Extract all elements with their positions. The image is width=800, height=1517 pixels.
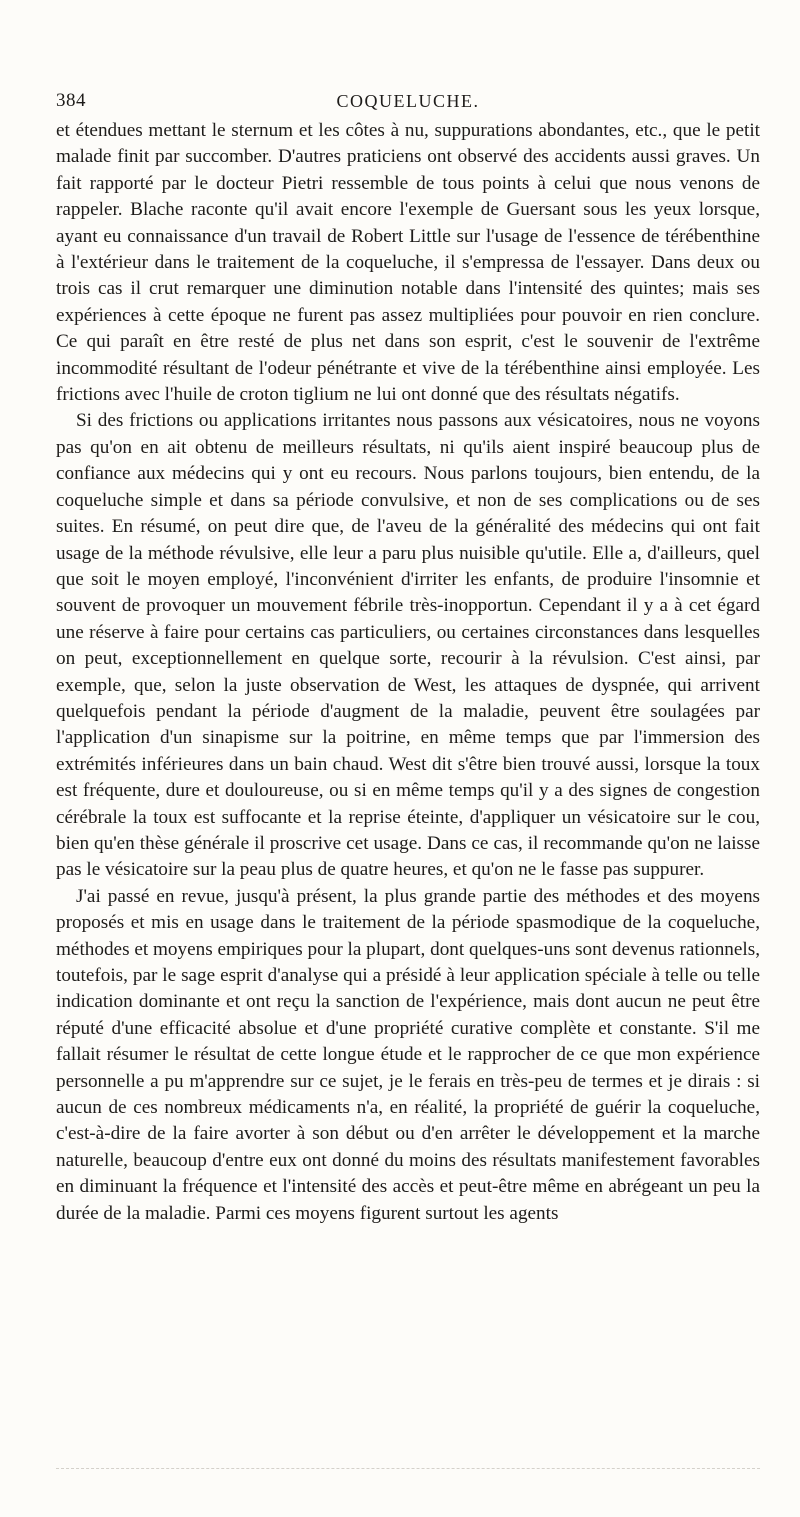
running-title: COQUELUCHE. (336, 91, 480, 111)
page-number: 384 (56, 90, 86, 111)
paragraph-vesicatoires: Si des frictions ou applications irritantes nous passons aux vésicatoires, nous ne voyons pas qu'on en ait obtenu de meilleurs résultats, ni qu'ils aient inspiré beaucoup plus de confiance aux médecins qui y ont eu recours. Nous parlons toujours, bien entendu, de la coqueluche simple et dans sa période convulsive, et non de ses complications ou de ses suites. En résumé, on peut dire que, de l'aveu de la généralité des médecins qui ont fait usage de la méthode révulsive, elle leur a paru plus nuisible qu'utile. Elle a, d'ailleurs, quel que soit le moyen employé, l'inconvénient d'irriter les enfants, de produire l'insomnie et souvent de provoquer un mouvement fébrile très-inopportun. Cependant il y a à cet égard une réserve à faire pour certains cas particuliers, ou certaines circonstances dans lesquelles on peut, exceptionnellement en quelque sorte, recourir à la révulsion. C'est ainsi, par exemple, que, selon la juste observation de West, les attaques de dyspnée, qui arrivent quelquefois pendant la période d'augment de la maladie, peuvent être soulagées par l'application d'un sinapisme sur la poitrine, en même temps que par l'immersion des extrémités inférieures dans un bain chaud. West dit s'être bien trouvé aussi, lorsque la toux est fréquente, dure et douloureuse, ou si en même temps qu'il y a des signes de congestion cérébrale la toux est suffocante et la reprise éteinte, d'appliquer un vésicatoire sur le cou, bien qu'en thèse générale il proscrive cet usage. Dans ce cas, il recommande qu'on ne laisse pas le vésicatoire sur la peau plus de quatre heures, et qu'on ne le fasse pas suppurer. (56, 410, 760, 881)
paragraph-continued: et étendues mettant le sternum et les côtes à nu, suppurations abondantes, etc., que le petit malade finit par succomber. D'autres praticiens ont observé des accidents aussi graves. Un fait rapporté par le docteur Pietri ressemble de tous points à celui que nous venons de rappeler. Blache raconte qu'il avait encore l'exemple de Guersant sous les yeux lorsque, ayant eu connaissance d'un travail de Robert Little sur l'usage de l'essence de térébenthine à l'extérieur dans le traitement de la coqueluche, il s'empressa de l'essayer. Dans deux ou trois cas il crut remarquer une diminution notable dans l'intensité des quintes; mais ses expériences à cette époque ne furent pas assez multipliées pour pouvoir en rien conclure. Ce qui paraît en être resté de plus net dans son esprit, c'est le souvenir de l'extrême incommodité résultant de l'odeur pénétrante et vive de la térébenthine ainsi employée. Les frictions avec l'huile de croton tiglium ne lui ont donné que des résultats négatifs. (56, 120, 760, 406)
page-header (56, 84, 760, 118)
body-text (56, 118, 760, 1227)
paragraph-summary: J'ai passé en revue, jusqu'à présent, la plus grande partie des méthodes et des moyens proposés et mis en usage dans le traitement de la période spasmodique de la coqueluche, méthodes et moyens empiriques pour la plupart, dont quelques-uns sont devenus rationnels, toutefois, par le sage esprit d'analyse qui a présidé à leur application spéciale à telle ou telle indication dominante et ont reçu la sanction de l'expérience, mais dont aucun ne peut être réputé d'une efficacité absolue et d'une propriété curative complète et constante. S'il me fallait résumer le résultat de cette longue étude et le rapprocher de ce que mon expérience personnelle a pu m'apprendre sur ce sujet, je le ferais en très-peu de termes et je dirais : si aucun de ces nombreux médicaments n'a, en réalité, la propriété de guérir la coqueluche, c'est-à-dire de la faire avorter à son début ou d'en arrêter le développement et la marche naturelle, beaucoup d'entre eux ont donné du moins des résultats manifestement favorables en diminuant la fréquence et l'intensité des accès et peut-être même en abrégeant un peu la durée de la maladie. Parmi ces moyens figurent surtout les agents (56, 885, 760, 1224)
page-bottom-rule (56, 1468, 760, 1469)
